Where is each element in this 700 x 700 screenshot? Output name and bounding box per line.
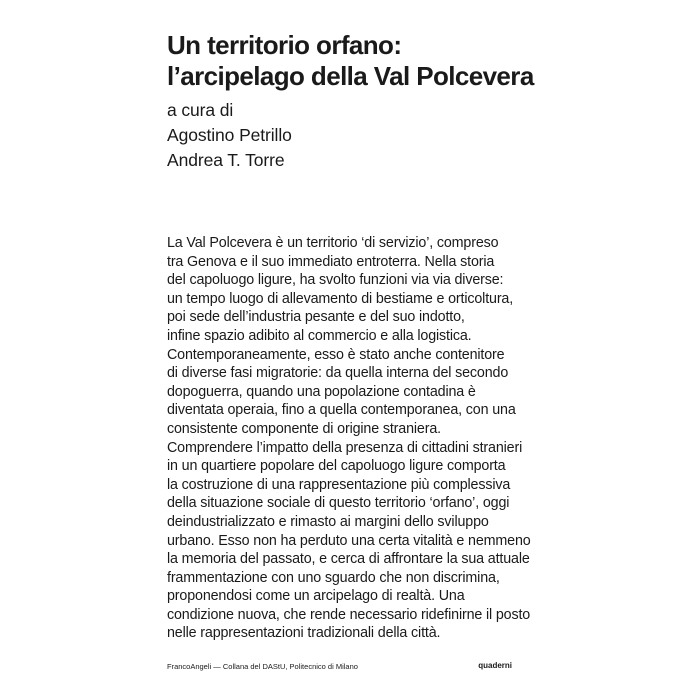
blurb-line: di diverse fasi migratorie: da quella interna del secondo <box>167 365 509 382</box>
blurb-line: diventata operaia, fino a quella contemporanea, con una <box>167 402 516 419</box>
blurb-line: un tempo luogo di allevamento di bestiame e orticoltura, <box>167 290 514 307</box>
cover-blurb <box>167 234 567 643</box>
blurb-line: poi sede dell’industria pesante e del suo indotto, <box>167 309 465 326</box>
blurb-line: deindustrializzato e rimasto ai margini dello sviluppo <box>167 513 489 530</box>
editor-name-2: Andrea T. Torre <box>167 150 285 170</box>
book-title-line-2: l’arcipelago della Val Polcevera <box>167 61 534 91</box>
blurb-line: proponendosi come un arcipelago di realtà. Una <box>167 588 465 605</box>
blurb-line: del capoluogo ligure, ha svolto funzioni via via diverse: <box>167 272 504 289</box>
editor-name-1: Agostino Petrillo <box>167 125 292 145</box>
blurb-line: infine spazio adibito al commercio e alla logistica. <box>167 327 472 344</box>
blurb-line: Comprendere l’impatto della presenza di cittadini stranieri <box>167 439 523 456</box>
blurb-line: consistente componente di origine straniera. <box>167 420 441 437</box>
editors-intro: a cura di <box>167 100 234 120</box>
blurb-line: condizione nuova, che rende necessario ridefinirne il posto <box>167 606 531 623</box>
blurb-line: in un quartiere popolare del capoluogo ligure comporta <box>167 458 506 475</box>
blurb-line: tra Genova e il suo immediato entroterra. Nella storia <box>167 253 495 270</box>
blurb-line: frammentazione con uno sguardo che non discrimina, <box>167 569 500 586</box>
blurb-line: urbano. Esso non ha perduto una certa vitalità e nemmeno <box>167 532 531 549</box>
blurb-line: della situazione sociale di questo territorio ‘orfano’, oggi <box>167 495 510 512</box>
blurb-line: la memoria del passato, e cerca di affrontare la sua attuale <box>167 551 530 568</box>
publisher-series: FrancoAngeli — Collana del DAStU, Politecnico di Milano <box>167 662 358 671</box>
blurb-line: dopoguerra, quando una popolazione contadina è <box>167 383 476 400</box>
book-title-line-1: Un territorio orfano: <box>167 30 402 60</box>
blurb-line: Contemporaneamente, esso è stato anche contenitore <box>167 346 505 363</box>
series-name: quaderni <box>478 661 512 670</box>
title-block <box>167 30 647 173</box>
blurb-line: nelle rappresentazioni tradizionali della città. <box>167 625 441 642</box>
editors-block <box>167 98 647 173</box>
blurb-line: La Val Polcevera è un territorio ‘di servizio’, compreso <box>167 235 499 251</box>
blurb-line: la costruzione di una rappresentazione più complessiva <box>167 476 511 493</box>
